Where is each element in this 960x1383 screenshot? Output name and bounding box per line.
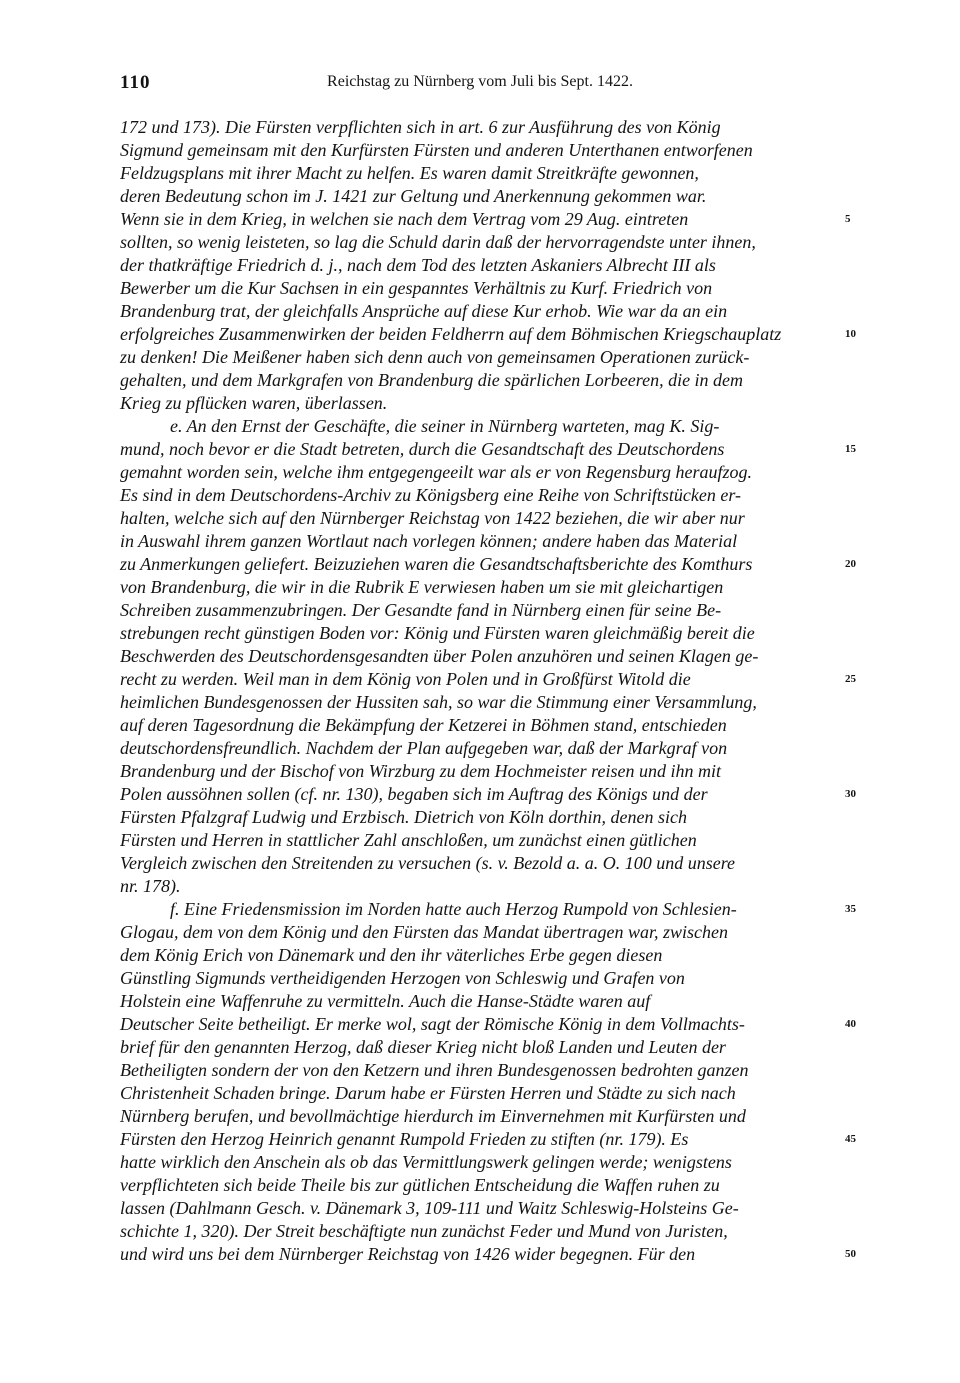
text-line: Christenheit Schaden bringe. Darum habe er Fürsten Herren und Städte zu sich nach (120, 1083, 736, 1103)
text-line: gemahnt worden sein, welche ihm entgegengeeilt war als er von Regensburg heraufzog. (120, 462, 753, 482)
text-line: Bewerber um die Kur Sachsen in ein gespanntes Verhältnis zu Kurf. Friedrich von (120, 278, 713, 298)
text-line: in Auswahl ihrem ganzen Wortlaut nach vorlegen können; andere haben das Material (120, 531, 738, 551)
text-line: Günstling Sigmunds vertheidigenden Herzogen von Schleswig und Grafen von (120, 968, 685, 988)
body-text (120, 0, 840, 1383)
text-line: Feldzugsplans mit ihrer Macht zu helfen. Es waren damit Streitkräfte gewonnen, (120, 163, 699, 183)
text-line: zu denken! Die Meißener haben sich denn auch von gemeinsamen Operationen zurück- (120, 347, 750, 367)
text-line: der thatkräftige Friedrich d. j., nach dem Tod des letzten Askaniers Albrecht III als (120, 255, 716, 275)
text-line: recht zu werden. Weil man in dem König von Polen und in Großfürst Witold die (120, 669, 691, 689)
text-line: lassen (Dahlmann Gesch. v. Dänemark 3, 109-111 und Waitz Schleswig-Holsteins Ge- (120, 1198, 739, 1218)
text-line: nr. 178). (120, 876, 181, 896)
paragraph-start-line: e. An den Ernst der Geschäfte, die seiner in Nürnberg warteten, mag K. Sig- (170, 416, 720, 436)
text-line: Betheiligten sondern der von den Ketzern und ihren Bundesgenossen bedrohten ganzen (120, 1060, 749, 1080)
page-number: 110 (120, 72, 151, 93)
text-line: Es sind in dem Deutschordens-Archiv zu Königsberg eine Reihe von Schriftstücken er- (120, 485, 741, 505)
text-line: Vergleich zwischen den Streitenden zu versuchen (s. v. Bezold a. a. O. 100 und unsere (120, 853, 736, 873)
text-line: Beschwerden des Deutschordensgesandten über Polen anzuhören und seinen Klagen ge- (120, 646, 759, 666)
text-line: verpflichteten sich beide Theile bis zur gütlichen Entscheidung die Waffen ruhen zu (120, 1175, 720, 1195)
text-line: Glogau, dem von dem König und den Fürsten das Mandat übertragen war, zwischen (120, 922, 728, 942)
line-number-marker: 30 (845, 788, 856, 800)
text-line: mund, noch bevor er die Stadt betreten, durch die Gesandtschaft des Deutschordens (120, 439, 725, 459)
text-line: schichte 1, 320). Der Streit beschäftigte nun zunächst Feder und Mund von Juristen, (120, 1221, 728, 1241)
text-line: Sigmund gemeinsam mit den Kurfürsten Fürsten und anderen Unterthanen entworfenen (120, 140, 753, 160)
running-title: Reichstag zu Nürnberg vom Juli bis Sept. 1422. (327, 73, 633, 90)
text-line: gehalten, und dem Markgrafen von Brandenburg die spärlichen Lorbeeren, die in dem (120, 370, 744, 390)
line-number-marker: 40 (845, 1018, 856, 1030)
text-line: Polen aussöhnen sollen (cf. nr. 130), begaben sich im Auftrag des Königs und der (120, 784, 708, 804)
text-line: heimlichen Bundesgenossen der Hussiten sah, so war die Stimmung einer Versammlung, (120, 692, 757, 712)
text-line: erfolgreiches Zusammenwirken der beiden Feldherrn auf dem Böhmischen Kriegschauplatz (120, 324, 782, 344)
text-line: Schreiben zusammenzubringen. Der Gesandte fand in Nürnberg einen für seine Be- (120, 600, 722, 620)
text-line: Fürsten Pfalzgraf Ludwig und Erzbisch. Dietrich von Köln dorthin, denen sich (120, 807, 687, 827)
line-number-marker: 35 (845, 903, 856, 915)
text-line: Wenn sie in dem Krieg, in welchen sie nach dem Vertrag vom 29 Aug. eintreten (120, 209, 689, 229)
text-line: brief für den genannten Herzog, daß dieser Krieg nicht bloß Landen und Leuten der (120, 1037, 726, 1057)
line-number-marker: 5 (845, 213, 851, 225)
text-line: Fürsten und Herren in stattlicher Zahl anschloßen, um zunächst einen gütlichen (120, 830, 697, 850)
text-line: halten, welche sich auf den Nürnberger Reichstag von 1422 beziehen, die wir aber nur (120, 508, 745, 528)
paragraph-start-line: f. Eine Friedensmission im Norden hatte auch Herzog Rumpold von Schlesien- (170, 899, 737, 919)
line-number-marker: 10 (845, 328, 856, 340)
line-number-marker: 25 (845, 673, 856, 685)
text-line: deren Bedeutung schon im J. 1421 zur Geltung und Anerkennung gekommen war. (120, 186, 707, 206)
text-line: Fürsten den Herzog Heinrich genannt Rumpold Frieden zu stiften (nr. 179). Es (120, 1129, 689, 1149)
line-number-marker: 15 (845, 443, 856, 455)
text-line: Deutscher Seite betheiligt. Er merke wol, sagt der Römische König in dem Vollmachts- (120, 1014, 745, 1034)
text-line: Nürnberg berufen, und bevollmächtige hierdurch im Einvernehmen mit Kurfürsten und (120, 1106, 746, 1126)
line-number-marker: 50 (845, 1248, 856, 1260)
text-line: dem König Erich von Dänemark und den ihr väterliches Erbe gegen diesen (120, 945, 663, 965)
text-line: zu Anmerkungen geliefert. Beizuziehen waren die Gesandtschaftsberichte des Komthurs (120, 554, 753, 574)
line-number-marker: 20 (845, 558, 856, 570)
text-line: von Brandenburg, die wir in die Rubrik E verwiesen haben um sie mit gleichartigen (120, 577, 724, 597)
text-line: Holstein eine Waffenruhe zu vermitteln. Auch die Hanse-Städte waren auf (120, 991, 651, 1011)
line-number-marker: 45 (845, 1133, 856, 1145)
text-line: hatte wirklich den Anschein als ob das Vermittlungswerk gelingen werde; wenigstens (120, 1152, 732, 1172)
text-line: Krieg zu pflücken waren, überlassen. (120, 393, 388, 413)
text-line: und wird uns bei dem Nürnberger Reichstag von 1426 wider begegnen. Für den (120, 1244, 696, 1264)
text-line: auf deren Tagesordnung die Bekämpfung der Ketzerei in Böhmen stand, entschieden (120, 715, 727, 735)
text-line: strebungen recht günstigen Boden vor: König und Fürsten waren gleichmäßig bereit die (120, 623, 755, 643)
text-line: sollten, so wenig leisteten, so lag die Schuld darin daß der hervorragendste unter ihnen, (120, 232, 756, 252)
text-line: Brandenburg und der Bischof von Wirzburg zu dem Hochmeister reisen und ihn mit (120, 761, 721, 781)
text-line: deutschordensfreundlich. Nachdem der Plan aufgegeben war, daß der Markgraf von (120, 738, 728, 758)
text-line: Brandenburg trat, der gleichfalls Ansprüche auf diese Kur erhob. Wie war da an ein (120, 301, 728, 321)
text-line: 172 und 173). Die Fürsten verpflichten sich in art. 6 zur Ausführung des von König (120, 117, 721, 137)
